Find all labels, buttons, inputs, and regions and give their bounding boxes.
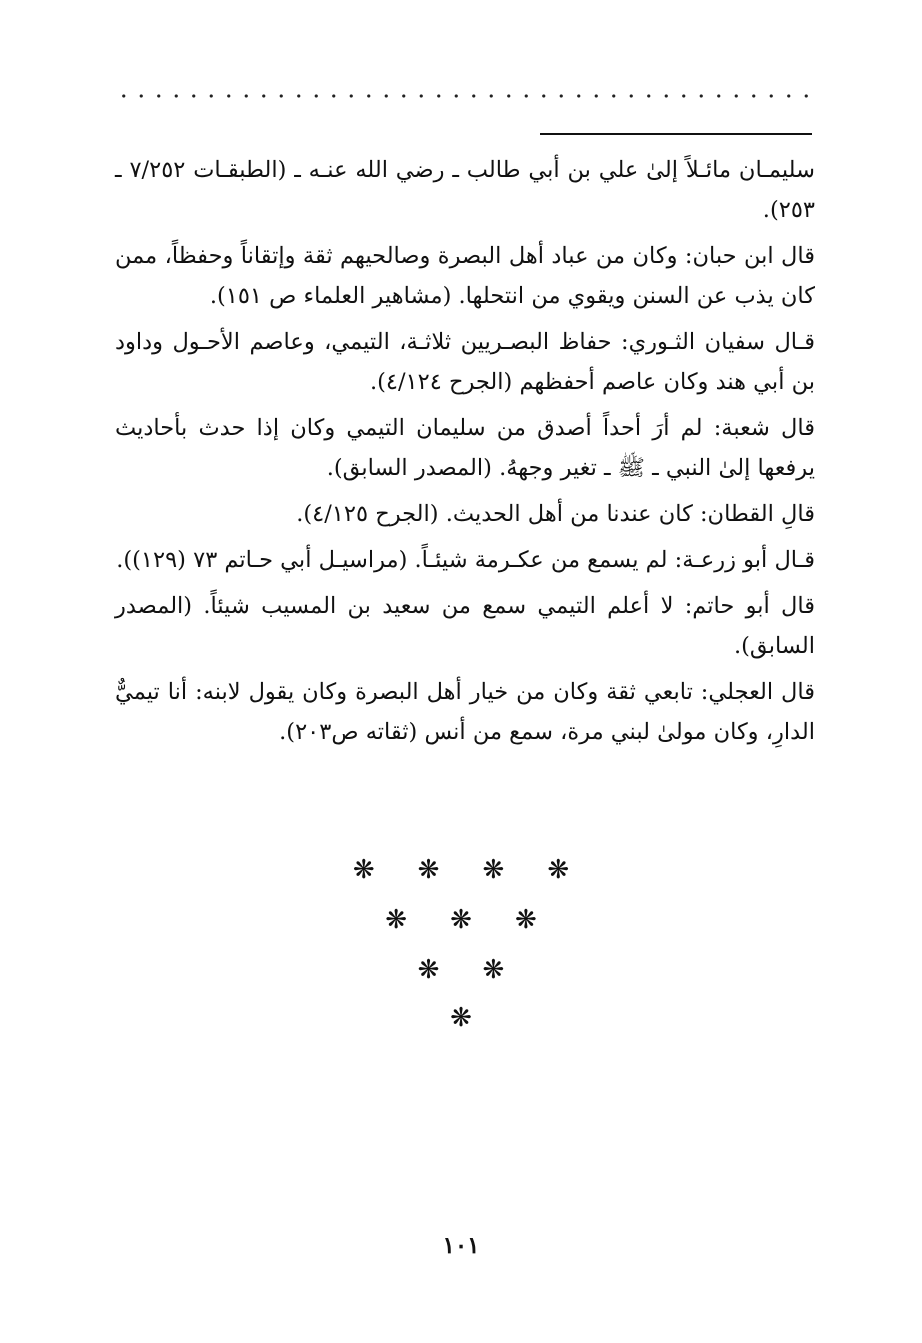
paragraph-tabaqat: سليمـان مائـلاً إلىٰ علي بن أبي طالب ـ رضي الله عنـه ـ (الطبقـات ٧/٢٥٢ ـ ٢٥٣). <box>115 157 815 223</box>
paragraph-abu-hatim: قال أبو حاتم: لا أعلم التيمي سمع من سعيد بن المسيب شيئاً. (المصدر السابق). <box>115 593 815 659</box>
asterisk-icon: ❋ <box>450 1003 472 1033</box>
ornament-row-3 <box>0 955 922 985</box>
asterisk-icon: ❋ <box>417 855 440 885</box>
asterisk-icon: ❋ <box>547 855 570 885</box>
footnote-rule <box>540 133 812 135</box>
paragraph-sufyan: قـال سفيان الثـوري: حفاظ البصـريين ثلاثـة، التيمي، وعاصم الأحـول وداود بن أبي هند وكان عاصم أحفظهم (الجرح ٤/١٢٤). <box>115 329 815 395</box>
asterisk-icon: ❋ <box>482 855 505 885</box>
asterisk-icon: ❋ <box>417 955 440 985</box>
dotted-separator <box>115 90 815 102</box>
ornament-row-2 <box>0 905 922 935</box>
paragraph-shuba: قال شعبة: لم أرَ أحداً أصدق من سليمان التيمي وكان إذا حدث بأحاديث يرفعها إلىٰ النبي ـ ﷺ ـ تغير وجههُ. (المصدر السابق). <box>115 415 815 481</box>
asterisk-icon: ❋ <box>482 955 505 985</box>
page-number: ١٠١ <box>442 1232 480 1259</box>
footnote-text <box>115 150 815 758</box>
ornament-row-1 <box>0 855 922 885</box>
asterisk-icon: ❋ <box>352 855 375 885</box>
paragraph-ijli: قال العجلي: تابعي ثقة وكان من خيار أهل البصرة وكان يقول لابنه: أنا تيميٌّ الدارِ، وكان مولىٰ لبني مرة، سمع من أنس (ثقاته ص٢٠٣). <box>115 679 815 745</box>
paragraph-ibn-hibban: قال ابن حبان: وكان من عباد أهل البصرة وصالحيهم ثقة وإتقاناً وحفظاً، ممن كان يذب عن السنن ويقوي من انتحلها. (مشاهير العلماء ص ١٥١). <box>115 243 815 309</box>
paragraph-abu-zura: قـال أبو زرعـة: لم يسمع من عكـرمة شيئـاً. (مراسيـل أبي حـاتم ٧٣ (١٢٩)). <box>116 547 815 573</box>
asterisk-icon: ❋ <box>450 905 472 935</box>
paragraph-qattan: قالِ القطان: كان عندنا من أهل الحديث. (الجرح ٤/١٢٥). <box>296 501 815 527</box>
ornament-row-4 <box>0 1003 922 1033</box>
asterisk-icon: ❋ <box>514 905 537 935</box>
asterisk-icon: ❋ <box>385 905 408 935</box>
